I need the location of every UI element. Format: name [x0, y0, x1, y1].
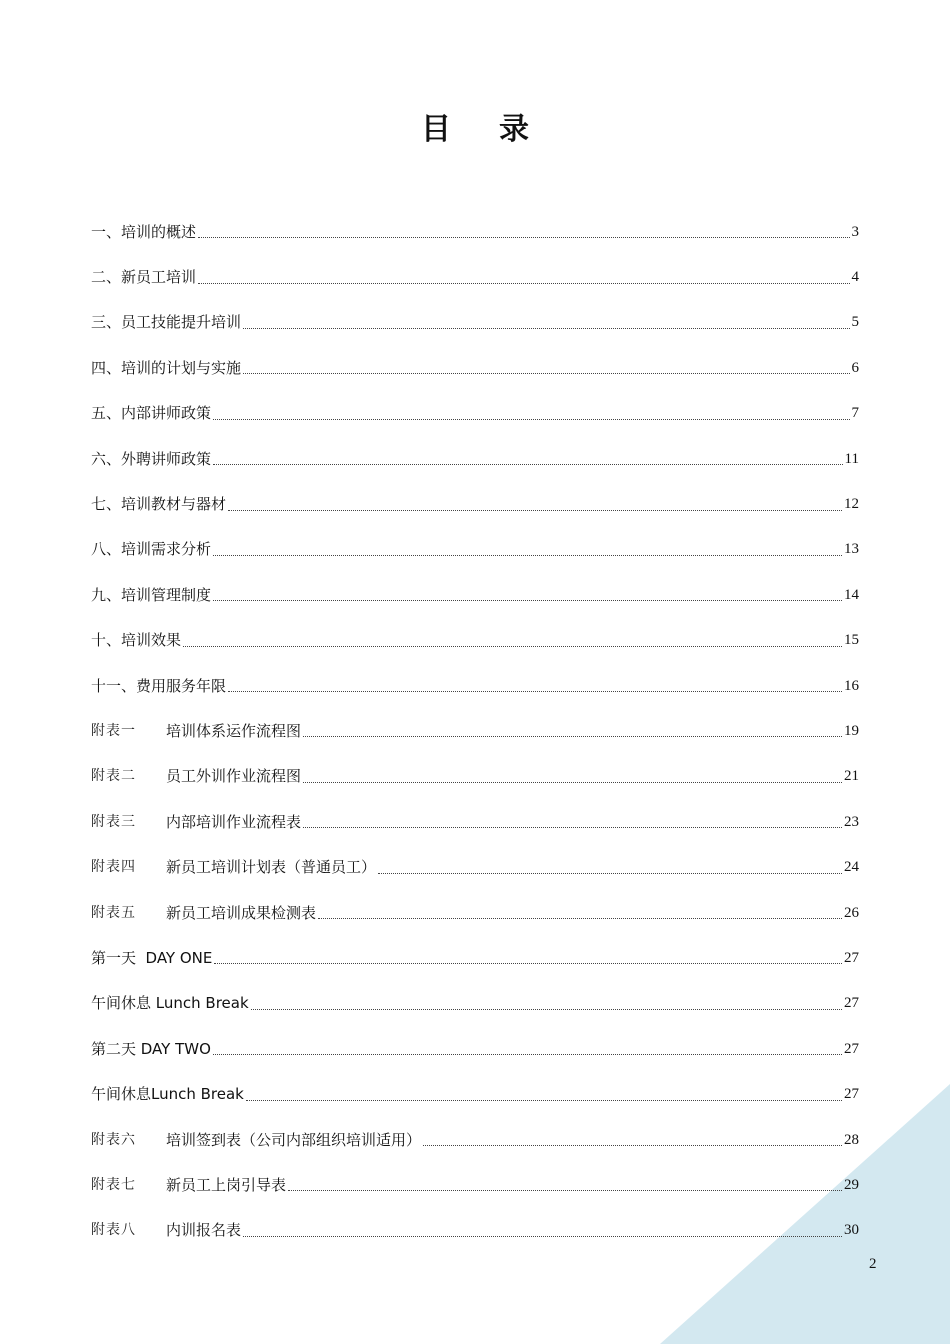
toc-dot-leader	[198, 283, 849, 284]
toc-entry[interactable]	[91, 935, 859, 980]
toc-entry-prefix: 附表七	[91, 1176, 136, 1193]
toc-entry-label: 午间休息Lunch Break	[91, 1085, 244, 1104]
toc-entry[interactable]	[91, 254, 859, 299]
toc-entry-label: 十、培训效果	[91, 631, 182, 650]
toc-dot-leader	[228, 510, 842, 511]
toc-entry-label: 四、培训的计划与实施	[91, 358, 242, 377]
toc-dot-leader	[198, 237, 849, 238]
toc-dot-leader	[303, 736, 842, 737]
toc-entry[interactable]	[91, 1071, 859, 1116]
toc-entry-prefix: 附表五	[91, 904, 136, 921]
toc-entry-prefix: 附表三	[91, 813, 136, 830]
toc-entry-label: 新员工上岗引导表	[166, 1175, 287, 1194]
toc-entry-page: 12	[844, 496, 859, 513]
toc-dot-leader	[243, 328, 849, 329]
toc-entry[interactable]	[91, 663, 859, 708]
toc-entry-prefix: 附表八	[91, 1222, 136, 1239]
page-number: 2	[869, 1256, 877, 1272]
toc-entry-page: 5	[851, 314, 859, 331]
toc-dot-leader	[288, 1190, 842, 1191]
toc-entry-label: 九、培训管理制度	[91, 585, 212, 604]
toc-entry[interactable]	[91, 481, 859, 526]
toc-entry-page: 27	[844, 995, 859, 1012]
toc-entry-label: 五、内部讲师政策	[91, 404, 212, 423]
toc-dot-leader	[243, 373, 849, 374]
toc-entry-page: 15	[844, 632, 859, 649]
toc-entry-page: 24	[844, 859, 859, 876]
toc-dot-leader	[213, 1054, 842, 1055]
toc-entry-label: 第二天 DAY TWO	[91, 1039, 211, 1058]
toc-entry[interactable]	[91, 618, 859, 663]
toc-entry-label: 午间休息 Lunch Break	[91, 994, 249, 1013]
toc-entry-label: 员工外训作业流程图	[166, 767, 302, 786]
toc-entry-page: 21	[844, 768, 859, 785]
toc-entry-prefix: 附表二	[91, 768, 136, 785]
toc-entry-page: 16	[844, 677, 859, 694]
toc-entry-prefix: 附表六	[91, 1131, 136, 1148]
toc-entry[interactable]	[91, 572, 859, 617]
toc-entry[interactable]	[91, 1026, 859, 1071]
toc-entry-page: 6	[851, 359, 859, 376]
toc-dot-leader	[246, 1100, 842, 1101]
toc-dot-leader	[183, 646, 842, 647]
toc-entry-page: 14	[844, 586, 859, 603]
toc-entry-page: 27	[844, 1040, 859, 1057]
toc-entry-label: 第一天 DAY ONE	[91, 948, 213, 967]
toc-dot-leader	[318, 918, 842, 919]
toc-entry[interactable]	[91, 391, 859, 436]
toc-entry[interactable]	[91, 209, 859, 254]
toc-dot-leader	[228, 691, 842, 692]
toc-dot-leader	[423, 1145, 842, 1146]
toc-dot-leader	[213, 419, 849, 420]
toc-dot-leader	[214, 963, 842, 964]
toc-dot-leader	[213, 600, 842, 601]
toc-entry-page: 3	[851, 223, 859, 240]
toc-entry[interactable]	[91, 708, 859, 753]
toc-entry-page: 27	[844, 949, 859, 966]
toc-entry-label: 内训报名表	[166, 1221, 242, 1240]
toc-entry-label: 十一、费用服务年限	[91, 676, 227, 695]
toc-entry-page: 30	[844, 1222, 859, 1239]
toc-entry-label: 新员工培训成果检测表	[166, 903, 317, 922]
toc-dot-leader	[303, 827, 842, 828]
toc-entry-prefix: 附表四	[91, 859, 136, 876]
toc-entry-label: 一、培训的概述	[91, 222, 197, 241]
toc-entry-label: 三、员工技能提升培训	[91, 313, 242, 332]
toc-dot-leader	[251, 1009, 842, 1010]
toc-entry[interactable]	[91, 1208, 859, 1253]
toc-entry-page: 29	[844, 1176, 859, 1193]
toc-entry-page: 27	[844, 1086, 859, 1103]
toc-entry-page: 7	[851, 405, 859, 422]
toc-entry-page: 19	[844, 722, 859, 739]
toc-entry-page: 4	[851, 269, 859, 286]
toc-entry[interactable]	[91, 300, 859, 345]
toc-entry-page: 26	[844, 904, 859, 921]
toc-entry-label: 新员工培训计划表（普通员工）	[166, 858, 377, 877]
toc-dot-leader	[243, 1236, 842, 1237]
toc-entry[interactable]	[91, 436, 859, 481]
toc-dot-leader	[378, 873, 842, 874]
toc-entry-label: 内部培训作业流程表	[166, 812, 302, 831]
toc-entry[interactable]	[91, 844, 859, 889]
toc-entry[interactable]	[91, 1162, 859, 1207]
page-title: 目录	[421, 112, 577, 147]
toc-dot-leader	[303, 782, 842, 783]
toc-entry-label: 二、新员工培训	[91, 268, 197, 287]
toc-entry[interactable]	[91, 527, 859, 572]
toc-entry[interactable]	[91, 799, 859, 844]
toc-entry-prefix: 附表一	[91, 722, 136, 739]
toc-entry-label: 培训签到表（公司内部组织培训适用）	[166, 1130, 422, 1149]
toc-entry-page: 28	[844, 1131, 859, 1148]
toc-dot-leader	[213, 464, 843, 465]
table-of-contents	[91, 209, 859, 1253]
toc-entry-label: 七、培训教材与器材	[91, 495, 227, 514]
toc-entry[interactable]	[91, 890, 859, 935]
toc-dot-leader	[213, 555, 842, 556]
toc-entry[interactable]	[91, 345, 859, 390]
toc-entry-label: 培训体系运作流程图	[166, 721, 302, 740]
toc-entry-page: 13	[844, 541, 859, 558]
toc-entry-page: 11	[844, 450, 859, 467]
toc-entry-label: 八、培训需求分析	[91, 540, 212, 559]
toc-entry[interactable]	[91, 754, 859, 799]
toc-entry[interactable]	[91, 1117, 859, 1162]
toc-entry[interactable]	[91, 981, 859, 1026]
toc-entry-page: 23	[844, 813, 859, 830]
toc-entry-label: 六、外聘讲师政策	[91, 449, 212, 468]
